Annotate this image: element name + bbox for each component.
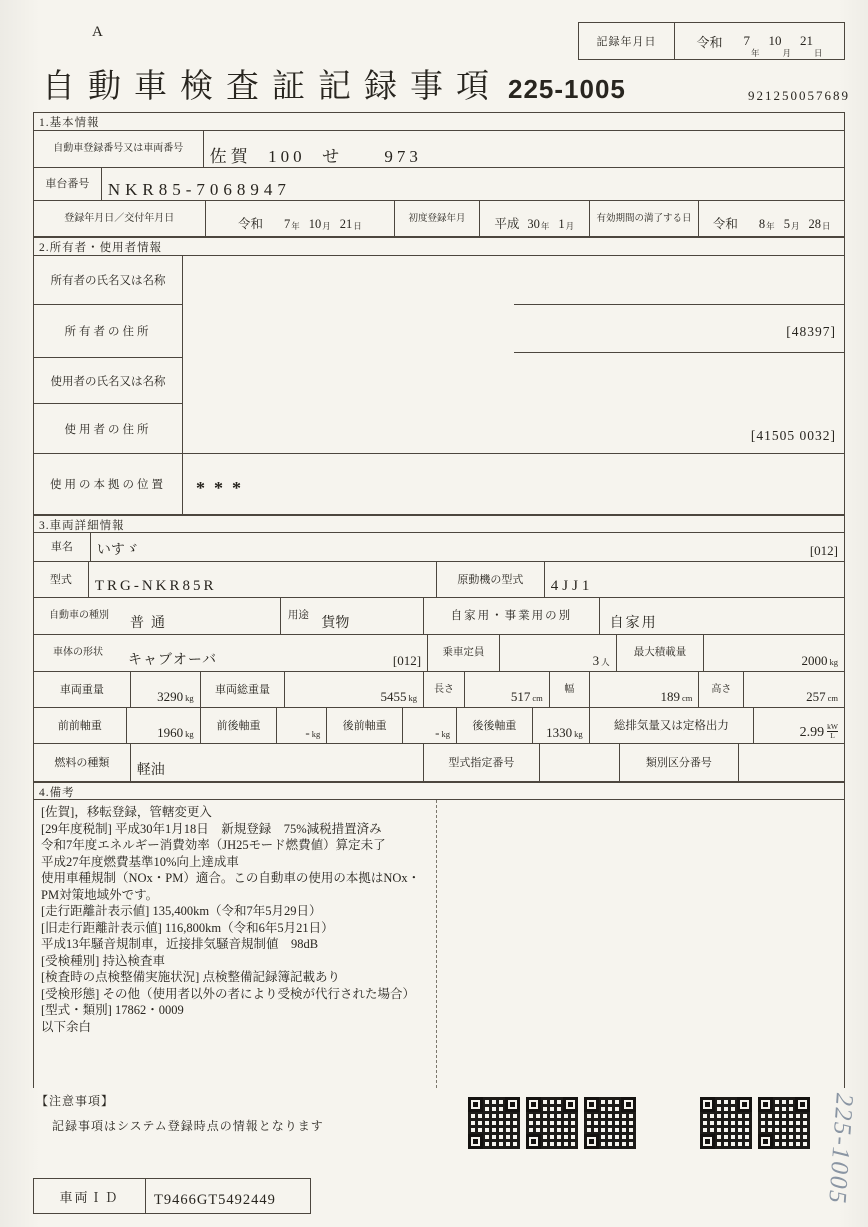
serial-number: 921250057689 [748,88,850,103]
owner-address-code: [48397] [786,324,836,339]
length-value-cell [465,672,550,707]
first-registration-month: 1 [558,217,565,231]
remark-line: [29年度税制] 平成30年1月18日 新規登録 75%減税措置済み [41,821,382,836]
vehicle-name-label: 車名 [50,541,73,553]
unit-month: 月 [782,48,792,58]
body-shape-label: 車体の形状 [53,647,103,658]
axle-front-front-value: 1960 kg [157,725,194,740]
engine-model-label-cell [437,562,545,597]
row-body-shape [33,635,845,672]
vehicle-kind-cell [34,598,281,634]
weight-value-cell [131,672,201,707]
section-vehicle-detail: 3.車両詳細情報 [33,515,845,533]
registration-number-value: 佐賀 100 せ 973 [209,147,422,166]
unit-kg: kg [408,693,418,703]
remark-line: [佐賀]，移転登録，管轄変更入 [41,805,212,819]
class-number-value [739,744,844,781]
chassis-number-label-cell [34,168,102,200]
private-business-value: 自家用 [609,616,658,631]
remark-line: 使用車種規制（NOx・PM）適合。この自動車の使用の本拠はNOx・PM対策地域外です。 [41,871,421,902]
first-registration-era: 平成 [494,217,520,231]
registration-date-year: 7 [283,217,291,231]
model-label-cell [34,562,89,597]
private-business-value-cell [600,598,844,634]
max-load-label: 最大積載量 [633,647,687,658]
gross-weight-label-cell [201,672,286,707]
owner-address-label: 所有者の住所 [34,305,182,358]
gross-weight-value: 5455 kg [380,689,418,704]
axle-front-front-value-cell [127,708,201,743]
max-load-value-cell [704,635,844,671]
displacement-value: 2.99 kW L [799,722,838,740]
unit-year: 年 [540,221,550,231]
first-registration-label-cell [395,201,480,236]
private-business-label: 自家用・事業用の別 [450,610,573,622]
remark-line: [旧走行距離計表示値] 116,800km（令和6年5月21日） [41,920,334,935]
partial-divider-line [514,352,845,353]
row-registration-number [33,131,845,168]
fuel-label-cell [34,744,131,781]
record-date-box [578,22,845,60]
expiry-date-value [699,201,844,236]
unit-kg: kg [311,729,321,739]
unit-kg: kg [574,729,583,739]
unit-month: 月 [790,221,800,231]
remark-line: 平成27年度燃費基準10%向上達成車 [41,854,239,869]
first-registration-value-cell [480,201,590,236]
document-number: 225-1005 [508,74,626,104]
row-model [33,562,845,598]
private-business-label-cell [424,598,600,634]
vehicle-name-value: いすゞ [96,543,139,558]
width-label-cell [550,672,590,707]
record-date-value [675,23,844,59]
handwritten-number: 225-1005 [823,1092,858,1206]
unit-cm: cm [827,693,839,703]
axle-front-rear-value: - kg [305,725,321,740]
qr-code [758,1097,810,1149]
body-shape-code: [012] [392,653,422,668]
record-date-day: 21 [800,33,814,48]
first-registration-label: 初度登録年月 [408,213,466,224]
height-value-cell [744,672,844,707]
registration-date-day: 21 [339,217,353,231]
max-load-label-cell [617,635,705,671]
unit-cm: cm [682,693,693,703]
unit-person: 人 [601,657,610,667]
remarks-divider-dashed-line [436,800,437,1088]
unit-year: 年 [750,48,760,58]
axle-front-rear-value-cell [277,708,327,743]
height-label-cell [699,672,744,707]
fuel-label: 燃料の種類 [54,756,110,769]
row-chassis-number [33,168,845,201]
row-weights-dimensions [33,672,845,708]
use-cell [281,598,424,634]
expiry-date-label: 有効期間の満了する日 [596,213,692,224]
record-date-label: 記録年月日 [579,23,675,59]
class-number-label: 類別区分番号 [645,756,712,769]
remarks-text [34,800,432,1035]
unit-kg: kg [829,657,839,667]
model-value: TRG-NKR85R [94,578,217,594]
vehicle-kind-label: 自動車の種別 [49,610,109,621]
engine-model-value: 4JJ1 [550,578,594,594]
width-label: 幅 [564,683,575,695]
registration-date-month: 10 [308,217,322,231]
vehicle-id-box [33,1178,311,1214]
record-date-era: 令和 [696,34,723,50]
weight-label: 車両重量 [59,683,104,696]
registration-number-value-cell [204,131,844,167]
registration-date-era: 令和 [237,217,263,231]
base-location-value: *** [196,478,250,498]
use-label: 用途 [287,610,309,621]
vehicle-name-code: [012] [809,543,838,558]
axle-rear-front-value: - kg [435,725,450,740]
expiry-date-label-cell [590,201,700,236]
fuel-value-cell [131,744,424,781]
registration-date-value [206,201,395,236]
remark-line: [受検種別] 持込検査車 [41,953,165,968]
length-label-cell [424,672,465,707]
axle-rear-rear-label-cell [457,708,533,743]
height-value: 257 cm [806,689,839,704]
registration-number-label: 自動車登録番号又は車両番号 [53,143,184,154]
remark-line: [型式・類別] 17862・0009 [41,1003,184,1017]
corner-letter: A [92,24,103,40]
gross-weight-label: 車両総重量 [214,683,270,696]
qr-code [468,1097,520,1149]
chassis-number-label: 車台番号 [45,178,90,190]
registration-number-label-cell [34,131,204,167]
gross-weight-value-cell [285,672,424,707]
capacity-label: 乗車定員 [442,647,485,658]
vehicle-id-value: T9466GT5492449 [154,1192,276,1208]
vehicle-id-label: 車両ＩＤ [34,1179,146,1213]
owner-label-column [34,256,183,514]
remarks-box [33,800,845,1088]
height-label: 高さ [711,683,732,695]
displacement-value-cell [754,708,844,743]
user-address-label: 使用者の住所 [34,404,182,454]
unit-kw-per-liter: kW L [827,722,838,740]
use-value: 貨物 [321,616,350,631]
expiry-date-month: 5 [783,217,790,231]
fuel-value: 軽油 [136,763,165,778]
displacement-label-cell [590,708,755,743]
axle-front-rear-label-cell [201,708,278,743]
qr-code [700,1097,752,1149]
notice-title: 【注意事項】 [36,1094,115,1108]
axle-front-front-label: 前前軸重 [57,719,102,732]
qr-code [526,1097,578,1149]
expiry-date-value-cell [699,201,844,236]
remark-line: [走行距離計表示値] 135,400km（令和7年5月29日） [41,904,322,918]
unit-kg: kg [185,693,194,703]
row-vehicle-name [33,533,845,562]
base-location-label: 使用の本拠の位置 [50,479,166,492]
unit-day: 日 [821,221,831,231]
qr-code [584,1097,636,1149]
remark-line: [受検形態] その他（使用者以外の者により受検が代行された場合） [41,986,415,1001]
unit-year: 年 [291,221,300,231]
vehicle-kind-value: 普 通 [130,616,165,631]
length-label: 長さ [434,683,454,695]
width-value-cell [590,672,700,707]
row-axle-weights [33,708,845,744]
unit-month: 月 [322,221,331,231]
section-remarks: 4.備考 [33,782,845,800]
axle-front-rear-label: 前後軸重 [216,719,261,732]
document-title: 自動車検査証記録事項 [42,69,502,105]
unit-kg: kg [441,729,450,739]
user-name-label: 使用者の氏名又は名称 [34,358,182,405]
unit-day: 日 [814,48,823,58]
chassis-number-value-cell [102,168,844,200]
owner-user-block [33,256,845,515]
row-kind-use [33,598,845,635]
displacement-label: 総排気量又は定格出力 [613,719,729,732]
expiry-date-era: 令和 [712,217,738,231]
engine-model-label: 原動機の型式 [457,573,524,586]
axle-rear-front-label: 後前軸重 [342,719,387,732]
engine-model-value-cell [545,562,844,597]
body-shape-value: キャブオーバ [128,653,218,668]
partial-divider-line [514,304,845,305]
class-number-value-cell [739,744,844,781]
vehicle-name-value-cell [91,533,844,561]
row-dates [33,201,845,237]
registration-date-label: 登録年月日／交付年月日 [64,212,175,224]
expiry-date-year: 8 [758,217,766,231]
row-fuel [33,744,845,782]
unit-kg: kg [185,729,194,739]
unit-day: 日 [353,221,362,231]
width-value: 189 cm [660,689,693,704]
divider-line [183,453,845,454]
capacity-value: 3 人 [592,653,610,668]
axle-rear-rear-label: 後後軸重 [472,719,517,732]
axle-front-front-label-cell [34,708,127,743]
weight-value: 3290 kg [157,689,194,704]
unit-cm: cm [532,693,543,703]
unit-year: 年 [766,221,775,231]
section-basic-info: 1.基本情報 [33,112,845,131]
remark-line: [検査時の点検整備実施状況] 点検整備記録簿記載あり [41,970,340,984]
axle-rear-front-value-cell [403,708,457,743]
notice-body: 記録事項はシステム登録時点の情報となります [52,1119,324,1133]
axle-rear-rear-value-cell [533,708,590,743]
remark-line: 令和7年度エネルギー消費効率（JH25モード燃費値）算定未了 [41,838,386,852]
chassis-number-value: NKR85-7068947 [107,180,291,199]
length-value: 517 cm [510,689,543,704]
record-date-year: 7 [743,33,750,48]
unit-month: 月 [565,221,575,231]
axle-rear-rear-value: 1330 kg [546,725,583,740]
body-shape-cell [34,635,428,671]
vehicle-name-label-cell [34,533,91,561]
owner-name-label: 所有者の氏名又は名称 [34,256,182,305]
max-load-value: 2000 kg [801,653,839,668]
user-address-code: [41505 0032] [750,428,836,443]
type-certification-value-cell [540,744,620,781]
model-label: 型式 [49,573,72,586]
first-registration-year: 30 [527,217,540,231]
capacity-value-cell [500,635,617,671]
type-certification-label-cell [424,744,540,781]
registration-date-label-cell [34,201,206,236]
section-owner-info: 2.所有者・使用者情報 [33,237,845,256]
class-number-label-cell [620,744,740,781]
registration-date-value-cell [206,201,396,236]
expiry-date-day: 28 [808,217,821,231]
weight-label-cell [34,672,131,707]
type-certification-label: 型式指定番号 [448,756,515,769]
model-value-cell [89,562,437,597]
first-registration-value [480,201,589,236]
record-date-month: 10 [768,33,782,48]
axle-rear-front-label-cell [327,708,403,743]
remark-line: 以下余白 [41,1019,92,1034]
remark-line: 平成13年騒音規制車，近接排気騒音規制値 98dB [41,937,319,951]
capacity-label-cell [428,635,500,671]
type-certification-value [540,744,619,781]
